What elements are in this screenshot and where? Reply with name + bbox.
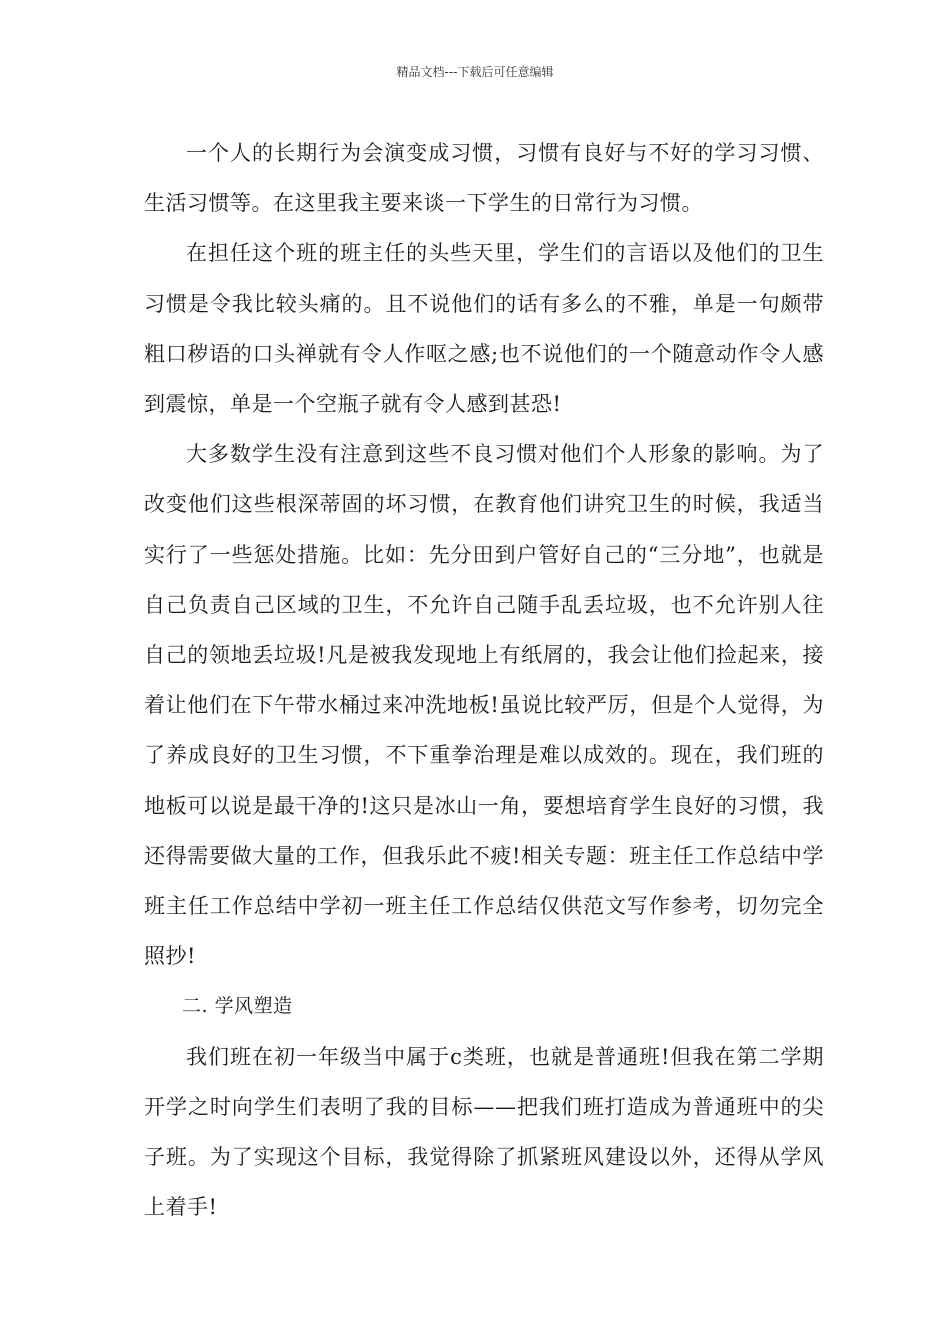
section-heading-study-style: 二. 学风塑造	[182, 995, 293, 1018]
paragraph-study-style: 我们班在初一年级当中属于c类班，也就是普通班!但我在第二学期开学之时向学生们表明了我的目标——把我们班打造成为普通班中的尖子班。为了实现这个目标，我觉得除了抓紧班风建设以外，还得从学风上着手!	[144, 1044, 824, 1220]
document-body	[144, 128, 824, 1232]
paragraph-habits-intro: 一个人的长期行为会演变成习惯，习惯有良好与不好的学习习惯、生活习惯等。在这里我主要来谈一下学生的日常行为习惯。	[144, 141, 824, 216]
paragraph-early-days: 在担任这个班的班主任的头些天里，学生们的言语以及他们的卫生习惯是令我比较头痛的。且不说他们的话有多么的不雅，单是一句颇带粗口秽语的口头禅就有令人作呕之感;也不说他们的一个随意动作令人感到震惊，单是一个空瓶子就有令人感到甚恐!	[144, 241, 824, 417]
paragraph-hygiene-measures: 大多数学生没有注意到这些不良习惯对他们个人形象的影响。为了改变他们这些根深蒂固的坏习惯，在教育他们讲究卫生的时候，我适当实行了一些惩处措施。比如：先分田到户管好自己的“三分地”，也就是自己负责自己区域的卫生，不允许自己随手乱丢垃圾，也不允许别人往自己的领地丢垃圾!凡是被我发现地上有纸屑的，我会让他们捡起来，接着让他们在下午带水桶过来冲洗地板!虽说比较严厉，但是个人觉得，为了养成良好的卫生习惯，不下重拳治理是难以成效的。现在，我们班的地板可以说是最干净的!这只是冰山一角，要想培育学生良好的习惯，我还得需要做大量的工作，但我乐此不疲!相关专题：班主任工作总结中学班主任工作总结中学初一班主任工作总结仅供范文写作参考，切勿完全照抄!	[144, 442, 824, 969]
page-header: 精品文档---下载后可任意编辑	[396, 65, 554, 79]
